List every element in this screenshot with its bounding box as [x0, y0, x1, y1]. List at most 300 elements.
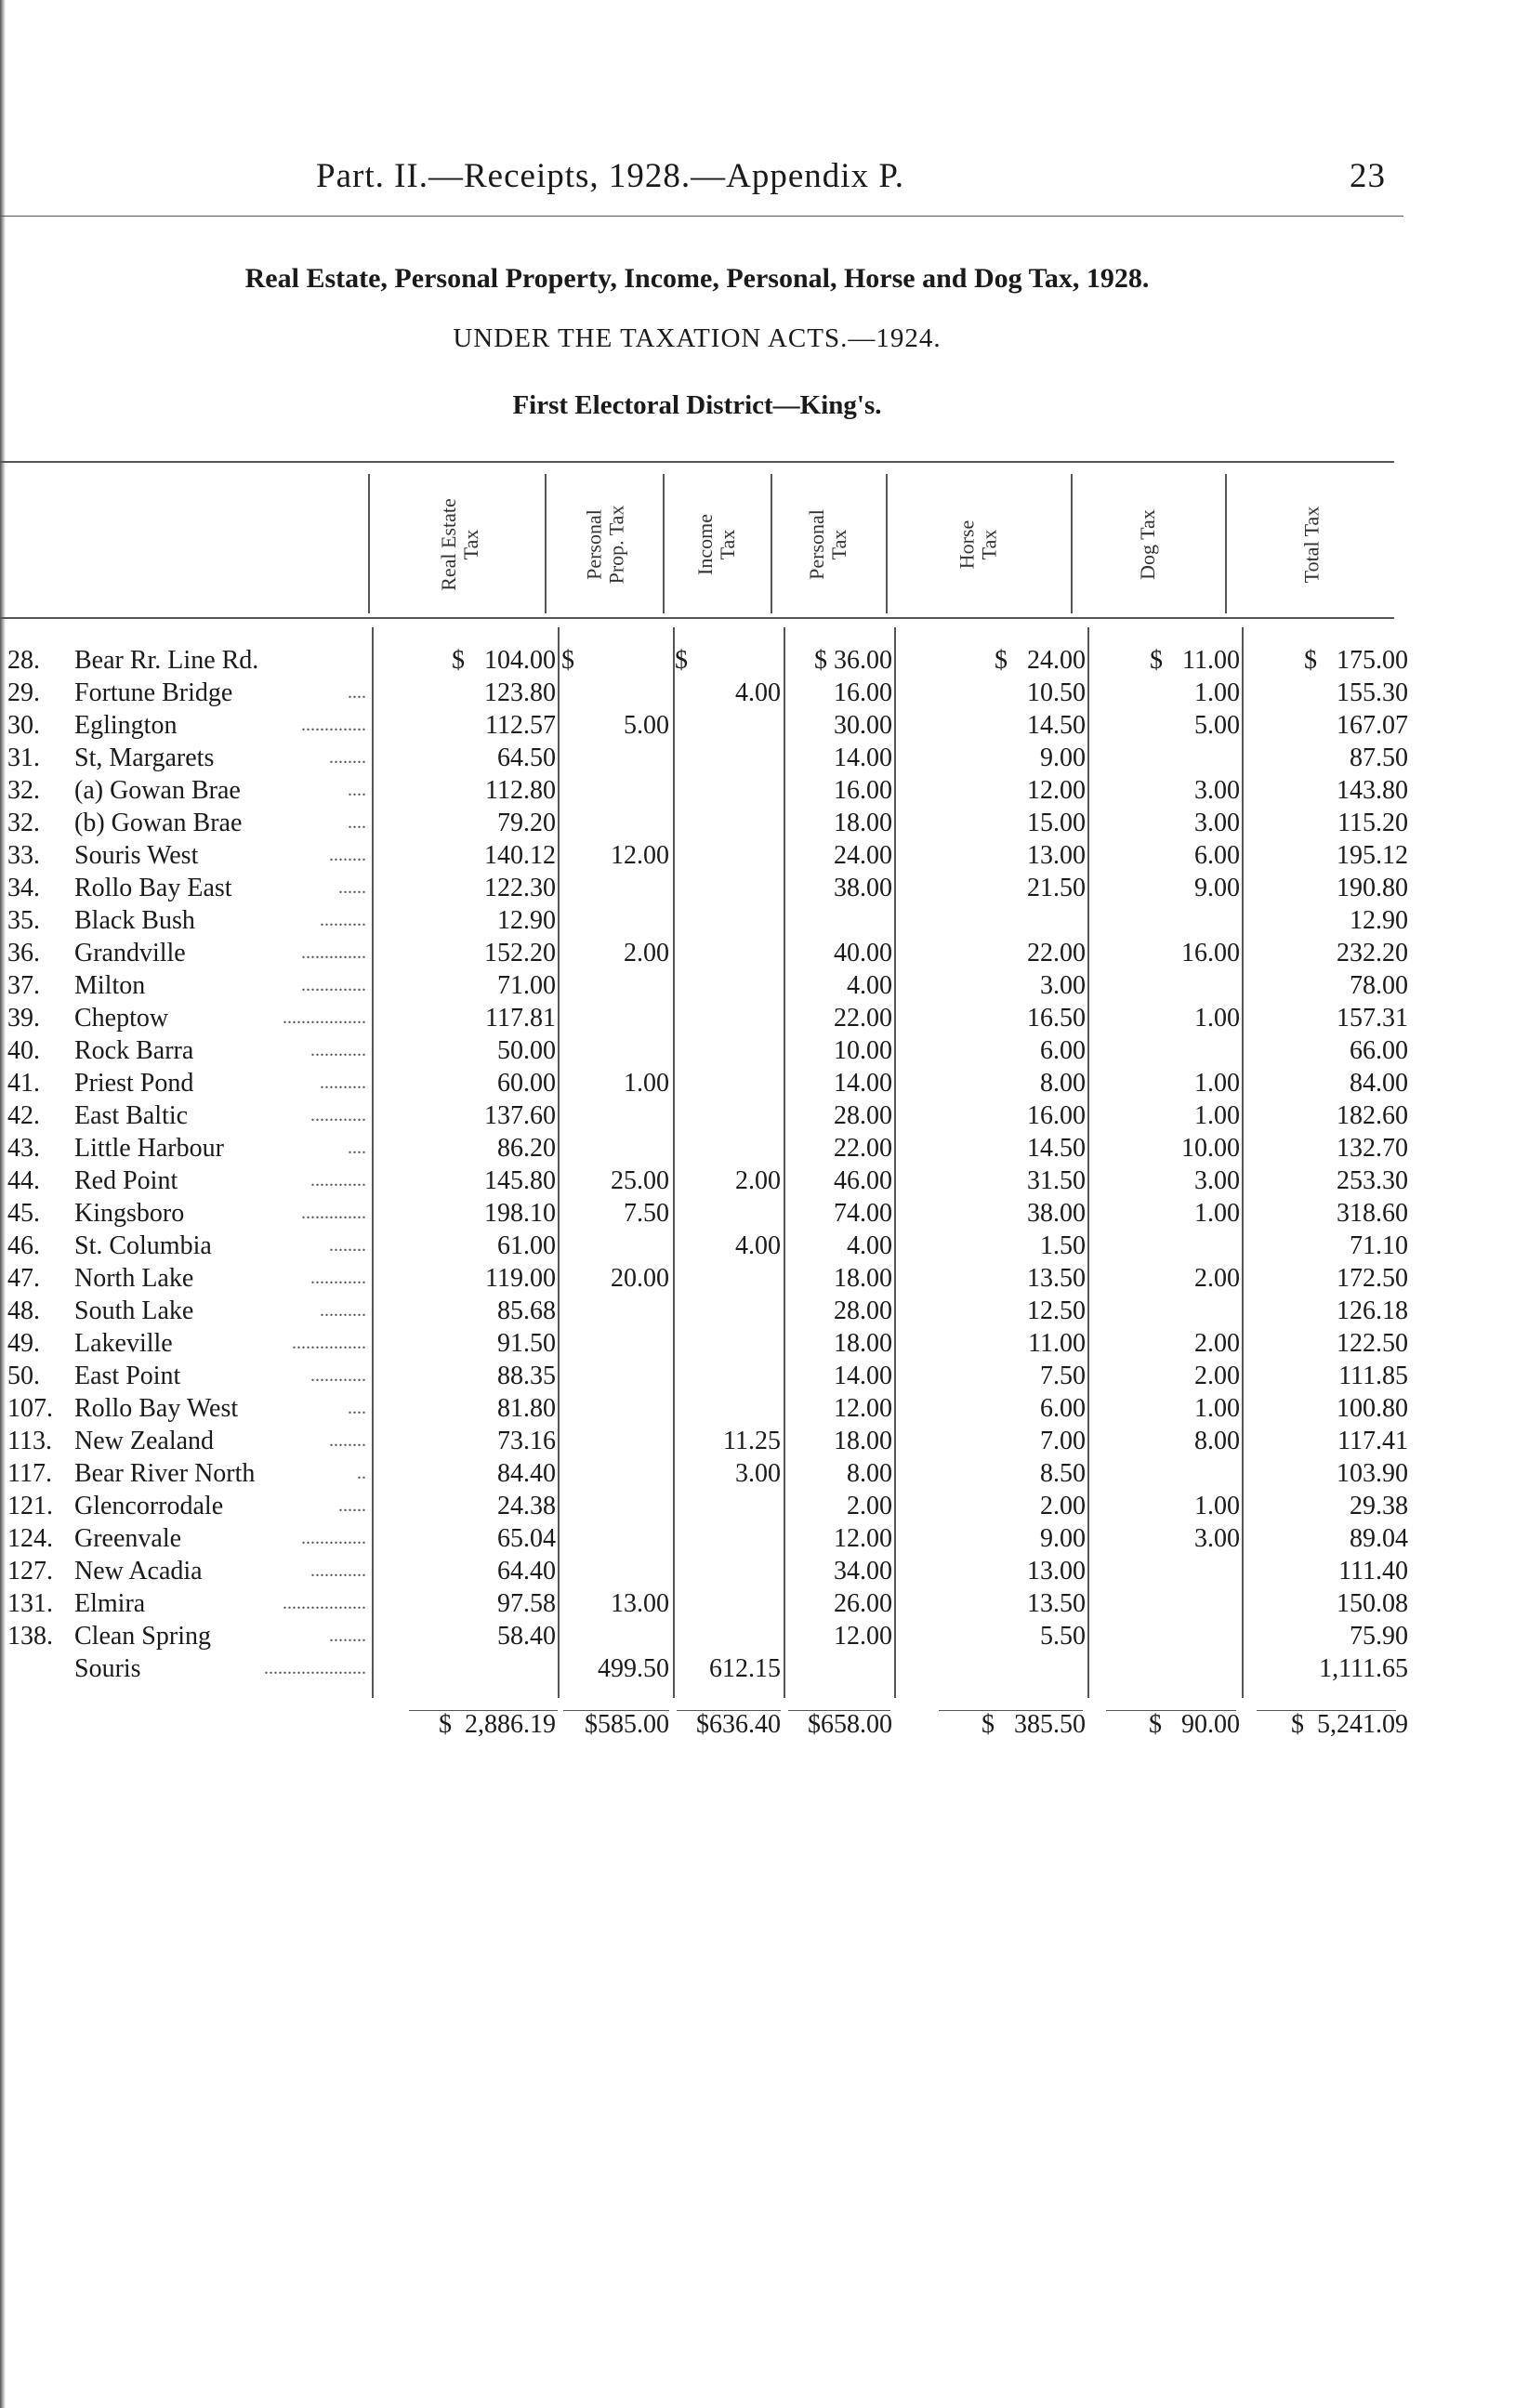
district-name: New Acadia — [74, 1555, 206, 1587]
horse-tax: 16.50 — [1027, 1004, 1086, 1033]
district-name: Glencorrodale — [74, 1490, 227, 1522]
row-number: 117. — [7, 1459, 52, 1488]
personal-property-tax: 5.00 — [624, 711, 669, 740]
dog-tax: 1.00 — [1194, 1101, 1240, 1130]
real-estate-tax: 85.68 — [497, 1296, 556, 1325]
total-tax: 89.04 — [1350, 1524, 1408, 1553]
table-row — [0, 1652, 1515, 1685]
leader-dots: .. — [357, 1463, 366, 1483]
column-header-horse: Horse Tax — [955, 520, 1001, 569]
horse-tax: 13.00 — [1027, 1557, 1086, 1586]
dog-tax: 6.00 — [1194, 841, 1240, 870]
horse-tax: 1.50 — [1040, 1231, 1086, 1260]
dog-tax: 1.00 — [1194, 678, 1240, 707]
real-estate-tax: 61.00 — [497, 1231, 556, 1260]
leader-dots: .... — [348, 1138, 366, 1158]
row-number: 46. — [7, 1231, 40, 1260]
total-tax: 111.40 — [1338, 1557, 1408, 1586]
leader-dots: .................. — [283, 1593, 366, 1613]
dog-tax: 16.00 — [1181, 939, 1240, 967]
income-tax: 612.15 — [709, 1654, 781, 1683]
income-tax: 3.00 — [735, 1459, 781, 1488]
table-row — [0, 1099, 1515, 1132]
total-tax: 143.80 — [1337, 776, 1408, 805]
leader-dots: .... — [348, 682, 366, 703]
district-name: Rollo Bay East — [74, 872, 236, 904]
real-estate-tax: 112.80 — [485, 776, 556, 805]
real-estate-tax: 91.50 — [497, 1329, 556, 1358]
table-row — [0, 1522, 1515, 1555]
table-row — [0, 1295, 1515, 1327]
total-tax: 71.10 — [1350, 1231, 1408, 1260]
total-tax: 78.00 — [1350, 971, 1408, 1000]
table-row — [0, 677, 1515, 709]
row-number: 121. — [7, 1492, 53, 1520]
column-divider — [1071, 474, 1073, 613]
row-number: 113. — [7, 1427, 52, 1455]
real-estate-tax: 65.04 — [497, 1524, 556, 1553]
row-number: 28. — [7, 646, 40, 675]
column-divider — [545, 474, 547, 613]
total-tax: 12.90 — [1350, 906, 1408, 935]
total-tax: 157.31 — [1337, 1004, 1408, 1033]
real-estate-tax: 198.10 — [484, 1199, 556, 1228]
horse-tax: 12.00 — [1027, 776, 1086, 805]
table-row — [0, 807, 1515, 839]
row-number: 30. — [7, 711, 40, 740]
row-number: 36. — [7, 939, 40, 967]
row-number: 35. — [7, 906, 40, 935]
dog-tax: 8.00 — [1194, 1427, 1240, 1455]
horse-tax: 13.50 — [1027, 1589, 1086, 1618]
horse-tax: 9.00 — [1040, 1524, 1086, 1553]
dog-tax: 9.00 — [1194, 874, 1240, 902]
real-estate-tax: 71.00 — [497, 971, 556, 1000]
real-estate-tax: 86.20 — [497, 1134, 556, 1163]
real-estate-tax: 145.80 — [484, 1166, 556, 1195]
personal-tax: 34.00 — [834, 1557, 892, 1586]
personal-tax: 12.00 — [834, 1622, 892, 1651]
row-number: 39. — [7, 1004, 40, 1033]
total-real-estate: $ 2,886.19 — [439, 1710, 556, 1739]
running-header — [0, 156, 1515, 212]
dog-tax: 2.00 — [1194, 1329, 1240, 1358]
table-row — [0, 1197, 1515, 1230]
leader-dots: ........ — [329, 1625, 366, 1646]
table-row — [0, 1034, 1515, 1067]
real-estate-tax: 73.16 — [497, 1427, 556, 1455]
horse-tax: 14.50 — [1027, 711, 1086, 740]
total-personal-property: $585.00 — [585, 1710, 669, 1739]
district-name: Greenvale — [74, 1522, 185, 1555]
leader-dots: ........ — [329, 1235, 366, 1256]
row-number: 107. — [7, 1394, 53, 1423]
column-header-personal: Personal Tax — [804, 508, 850, 580]
personal-tax: 18.00 — [834, 1427, 892, 1455]
personal-tax: 14.00 — [834, 743, 892, 772]
personal-tax: 12.00 — [834, 1394, 892, 1423]
leader-dots: ................ — [292, 1333, 366, 1353]
row-number: 50. — [7, 1362, 40, 1390]
income-tax: 2.00 — [735, 1166, 781, 1195]
table-row — [0, 1262, 1515, 1295]
total-tax: 1,111.65 — [1319, 1654, 1408, 1683]
table-row — [0, 1132, 1515, 1165]
row-number: 45. — [7, 1199, 40, 1228]
personal-tax: 74.00 — [834, 1199, 892, 1228]
district-name: Rollo Bay West — [74, 1392, 242, 1425]
total-tax: 75.90 — [1350, 1622, 1408, 1651]
horse-tax: 7.00 — [1040, 1427, 1086, 1455]
district-title: First Electoral District—King's. — [512, 390, 882, 420]
total-tax: 155.30 — [1337, 678, 1408, 707]
district-name: Priest Pond — [74, 1067, 197, 1099]
real-estate-tax: 119.00 — [485, 1264, 556, 1293]
leader-dots: .............. — [301, 715, 366, 735]
real-estate-tax: 12.90 — [497, 906, 556, 935]
district-name: South Lake — [74, 1295, 197, 1327]
table-row — [0, 1555, 1515, 1587]
total-tax: 232.20 — [1337, 939, 1408, 967]
total-tax: 190.80 — [1337, 874, 1408, 902]
leader-dots: ........ — [329, 845, 366, 865]
personal-property-tax: 12.00 — [611, 841, 669, 870]
table-row — [0, 904, 1515, 937]
real-estate-tax: 117.81 — [485, 1004, 556, 1033]
total-tax: 122.50 — [1337, 1329, 1408, 1358]
horse-tax: 2.00 — [1040, 1492, 1086, 1520]
row-number: 29. — [7, 678, 40, 707]
column-divider — [1225, 474, 1227, 613]
horse-tax: 31.50 — [1027, 1166, 1086, 1195]
row-number: 34. — [7, 874, 40, 902]
personal-tax: 4.00 — [847, 971, 892, 1000]
horse-tax: 9.00 — [1040, 743, 1086, 772]
total-tax: 115.20 — [1337, 809, 1408, 837]
row-number: 47. — [7, 1264, 40, 1293]
personal-tax: $ 36.00 — [814, 646, 892, 675]
horse-tax: 6.00 — [1040, 1036, 1086, 1065]
personal-tax: 22.00 — [834, 1004, 892, 1033]
row-number: 41. — [7, 1069, 40, 1098]
district-name: Black Bush — [74, 904, 199, 937]
district-name: Souris — [74, 1652, 145, 1685]
total-tax: 167.07 — [1337, 711, 1408, 740]
dog-tax: 1.00 — [1194, 1004, 1240, 1033]
row-number: 49. — [7, 1329, 40, 1358]
row-number: 40. — [7, 1036, 40, 1065]
horse-tax: $ 24.00 — [995, 646, 1086, 675]
total-tax: 126.18 — [1337, 1296, 1408, 1325]
dog-tax: 2.00 — [1194, 1264, 1240, 1293]
income-tax: $ — [675, 646, 688, 675]
personal-tax: 28.00 — [834, 1101, 892, 1130]
dog-tax: 1.00 — [1194, 1069, 1240, 1098]
dog-tax: 1.00 — [1194, 1394, 1240, 1423]
table-row — [0, 1230, 1515, 1262]
column-header-personal-property: Personal Prop. Tax — [582, 505, 627, 584]
real-estate-tax: 79.20 — [497, 809, 556, 837]
personal-tax: 18.00 — [834, 809, 892, 837]
row-number: 48. — [7, 1296, 40, 1325]
leader-dots: ...... — [338, 1495, 366, 1516]
personal-tax: 16.00 — [834, 678, 892, 707]
personal-tax: 4.00 — [847, 1231, 892, 1260]
personal-tax: 24.00 — [834, 841, 892, 870]
total-tax: 87.50 — [1350, 743, 1408, 772]
row-number: 43. — [7, 1134, 40, 1163]
district-name: Cheptow — [74, 1002, 172, 1034]
header-bottom-rule — [0, 617, 1394, 619]
horse-tax: 3.00 — [1040, 971, 1086, 1000]
leader-dots: .... — [348, 1398, 366, 1418]
leader-dots: .......... — [320, 910, 366, 930]
row-number: 32. — [7, 809, 40, 837]
table-row — [0, 774, 1515, 807]
district-name: Souris West — [74, 839, 202, 872]
horse-tax: 7.50 — [1040, 1362, 1086, 1390]
district-name: East Baltic — [74, 1099, 191, 1132]
personal-tax: 28.00 — [834, 1296, 892, 1325]
total-dog: $ 90.00 — [1149, 1710, 1240, 1739]
row-number: 124. — [7, 1524, 53, 1553]
row-number: 138. — [7, 1622, 53, 1651]
leader-dots: ............ — [310, 1105, 366, 1125]
district-name: Rock Barra — [74, 1034, 197, 1067]
real-estate-tax: 122.30 — [484, 874, 556, 902]
total-tax: 132.70 — [1337, 1134, 1408, 1163]
column-divider — [771, 474, 772, 613]
leader-dots: ............ — [310, 1560, 366, 1581]
horse-tax: 6.00 — [1040, 1394, 1086, 1423]
personal-property-tax: 499.50 — [598, 1654, 669, 1683]
horse-tax: 22.00 — [1027, 939, 1086, 967]
district-name: Bear River North — [74, 1457, 258, 1490]
district-name: Lakeville — [74, 1327, 177, 1360]
total-tax: 84.00 — [1350, 1069, 1408, 1098]
dog-tax: 1.00 — [1194, 1199, 1240, 1228]
district-name: Eglington — [74, 709, 180, 742]
real-estate-tax: 112.57 — [485, 711, 556, 740]
table-row — [0, 709, 1515, 742]
district-name: Clean Spring — [74, 1620, 215, 1652]
personal-tax: 16.00 — [834, 776, 892, 805]
personal-tax: 38.00 — [834, 874, 892, 902]
personal-tax: 2.00 — [847, 1492, 892, 1520]
column-header-dog: Dog Tax — [1135, 508, 1159, 580]
table-row — [0, 1002, 1515, 1034]
personal-tax: 10.00 — [834, 1036, 892, 1065]
table-row — [0, 969, 1515, 1002]
real-estate-tax: 123.80 — [484, 678, 556, 707]
district-name: Milton — [74, 969, 149, 1002]
real-estate-tax: 140.12 — [484, 841, 556, 870]
leader-dots: .............. — [301, 1528, 366, 1548]
district-name: Grandville — [74, 937, 190, 969]
horse-tax: 11.00 — [1028, 1329, 1086, 1358]
dog-tax: 3.00 — [1194, 776, 1240, 805]
leader-dots: .................. — [283, 1007, 366, 1028]
personal-tax: 12.00 — [834, 1524, 892, 1553]
leader-dots: .... — [348, 812, 366, 833]
row-number: 127. — [7, 1557, 53, 1586]
horse-tax: 10.50 — [1027, 678, 1086, 707]
table-row — [0, 1392, 1515, 1425]
personal-tax: 22.00 — [834, 1134, 892, 1163]
total-tax: 150.08 — [1337, 1589, 1408, 1618]
row-number: 33. — [7, 841, 40, 870]
column-header-total: Total Tax — [1298, 506, 1323, 583]
income-tax: 4.00 — [735, 1231, 781, 1260]
real-estate-tax: 152.20 — [484, 939, 556, 967]
table-row — [0, 1067, 1515, 1099]
horse-tax: 13.50 — [1027, 1264, 1086, 1293]
personal-property-tax: 25.00 — [611, 1166, 669, 1195]
real-estate-tax: 64.50 — [497, 743, 556, 772]
leader-dots: .............. — [301, 975, 366, 995]
leader-dots: ........ — [329, 1430, 366, 1451]
district-name: St. Columbia — [74, 1230, 216, 1262]
row-number: 42. — [7, 1101, 40, 1130]
real-estate-tax: 137.60 — [484, 1101, 556, 1130]
personal-tax: 8.00 — [847, 1459, 892, 1488]
personal-tax: 14.00 — [834, 1362, 892, 1390]
total-tax: $ 175.00 — [1304, 646, 1408, 675]
personal-property-tax: 7.50 — [624, 1199, 669, 1228]
leader-dots: ............ — [310, 1365, 366, 1386]
total-horse: $ 385.50 — [981, 1710, 1086, 1739]
dog-tax: 1.00 — [1194, 1492, 1240, 1520]
personal-property-tax: 2.00 — [624, 939, 669, 967]
leader-dots: .... — [348, 780, 366, 800]
table-top-rule — [0, 461, 1394, 463]
leader-dots: .............. — [301, 1203, 366, 1223]
dog-tax: $ 11.00 — [1150, 646, 1240, 675]
total-tax: 100.80 — [1337, 1394, 1408, 1423]
total-personal: $658.00 — [808, 1710, 892, 1739]
leader-dots: ........ — [329, 747, 366, 768]
district-name: Elmira — [74, 1587, 149, 1620]
row-number: 131. — [7, 1589, 53, 1618]
row-number: 37. — [7, 971, 40, 1000]
horse-tax: 38.00 — [1027, 1199, 1086, 1228]
district-name: Fortune Bridge — [74, 677, 236, 709]
total-tax: 318.60 — [1337, 1199, 1408, 1228]
leader-dots: ............ — [310, 1040, 366, 1060]
total-tax: 29.38 — [1350, 1492, 1408, 1520]
district-name: Red Point — [74, 1165, 181, 1197]
table-row — [0, 1457, 1515, 1490]
row-number: 31. — [7, 743, 40, 772]
income-tax: 11.25 — [723, 1427, 781, 1455]
district-name: Bear Rr. Line Rd. — [74, 644, 262, 677]
dog-tax: 3.00 — [1194, 809, 1240, 837]
dog-tax: 5.00 — [1194, 711, 1240, 740]
header-rule — [0, 216, 1403, 217]
table-subtitle: UNDER THE TAXATION ACTS.—1924. — [453, 323, 942, 353]
total-tax: 111.85 — [1338, 1362, 1408, 1390]
table-row — [0, 1587, 1515, 1620]
total-tax: 117.41 — [1337, 1427, 1408, 1455]
real-estate-tax: 84.40 — [497, 1459, 556, 1488]
district-name: (b) Gowan Brae — [74, 807, 245, 839]
personal-tax: 40.00 — [834, 939, 892, 967]
dog-tax: 3.00 — [1194, 1524, 1240, 1553]
leader-dots: .......... — [320, 1072, 366, 1093]
district-name: Little Harbour — [74, 1132, 228, 1165]
table-row — [0, 1165, 1515, 1197]
total-tax: 66.00 — [1350, 1036, 1408, 1065]
column-header-real-estate: Real Estate Tax — [436, 497, 482, 591]
total-tax: 172.50 — [1337, 1264, 1408, 1293]
personal-property-tax: 1.00 — [624, 1069, 669, 1098]
real-estate-tax: 81.80 — [497, 1394, 556, 1423]
horse-tax: 8.50 — [1040, 1459, 1086, 1488]
table-row — [0, 742, 1515, 774]
real-estate-tax: $ 104.00 — [452, 646, 556, 675]
real-estate-tax: 64.40 — [497, 1557, 556, 1586]
district-name: East Point — [74, 1360, 184, 1392]
real-estate-tax: 97.58 — [497, 1589, 556, 1618]
real-estate-tax: 88.35 — [497, 1362, 556, 1390]
table-row — [0, 1327, 1515, 1360]
dog-tax: 3.00 — [1194, 1166, 1240, 1195]
district-name: Kingsboro — [74, 1197, 188, 1230]
personal-property-tax: 20.00 — [611, 1264, 669, 1293]
column-divider — [663, 474, 665, 613]
total-tax: 195.12 — [1337, 841, 1408, 870]
table-row — [0, 1425, 1515, 1457]
personal-tax: 14.00 — [834, 1069, 892, 1098]
personal-property-tax: $ — [561, 646, 574, 675]
income-tax: 4.00 — [735, 678, 781, 707]
district-name: St, Margarets — [74, 742, 217, 774]
column-header-income: Income Tax — [693, 513, 739, 575]
real-estate-tax: 58.40 — [497, 1622, 556, 1651]
page-number: 23 — [1350, 157, 1386, 195]
personal-tax: 18.00 — [834, 1329, 892, 1358]
personal-tax: 18.00 — [834, 1264, 892, 1293]
total-tax: 182.60 — [1337, 1101, 1408, 1130]
table-row — [0, 872, 1515, 904]
total-tax: 103.90 — [1337, 1459, 1408, 1488]
table-row — [0, 1360, 1515, 1392]
table-row — [0, 839, 1515, 872]
column-divider — [368, 474, 370, 613]
horse-tax: 5.50 — [1040, 1622, 1086, 1651]
horse-tax: 12.50 — [1027, 1296, 1086, 1325]
personal-property-tax: 13.00 — [611, 1589, 669, 1618]
real-estate-tax: 24.38 — [497, 1492, 556, 1520]
personal-tax: 26.00 — [834, 1589, 892, 1618]
leader-dots: .............. — [301, 942, 366, 963]
total-income: $636.40 — [696, 1710, 781, 1739]
total-total-tax: $ 5,241.09 — [1291, 1710, 1408, 1739]
horse-tax: 21.50 — [1027, 874, 1086, 902]
dog-tax: 2.00 — [1194, 1362, 1240, 1390]
real-estate-tax: 60.00 — [497, 1069, 556, 1098]
table-row — [0, 1490, 1515, 1522]
total-tax: 253.30 — [1337, 1166, 1408, 1195]
district-name: (a) Gowan Brae — [74, 774, 244, 807]
table-row — [0, 1620, 1515, 1652]
leader-dots: ...................... — [264, 1658, 366, 1678]
table-row — [0, 937, 1515, 969]
header-title: Part. II.—Receipts, 1928.—Appendix P. — [316, 157, 905, 195]
horse-tax: 15.00 — [1027, 809, 1086, 837]
row-number: 32. — [7, 776, 40, 805]
table-title: Real Estate, Personal Property, Income, Personal, Horse and Dog Tax, 1928. — [244, 263, 1150, 294]
